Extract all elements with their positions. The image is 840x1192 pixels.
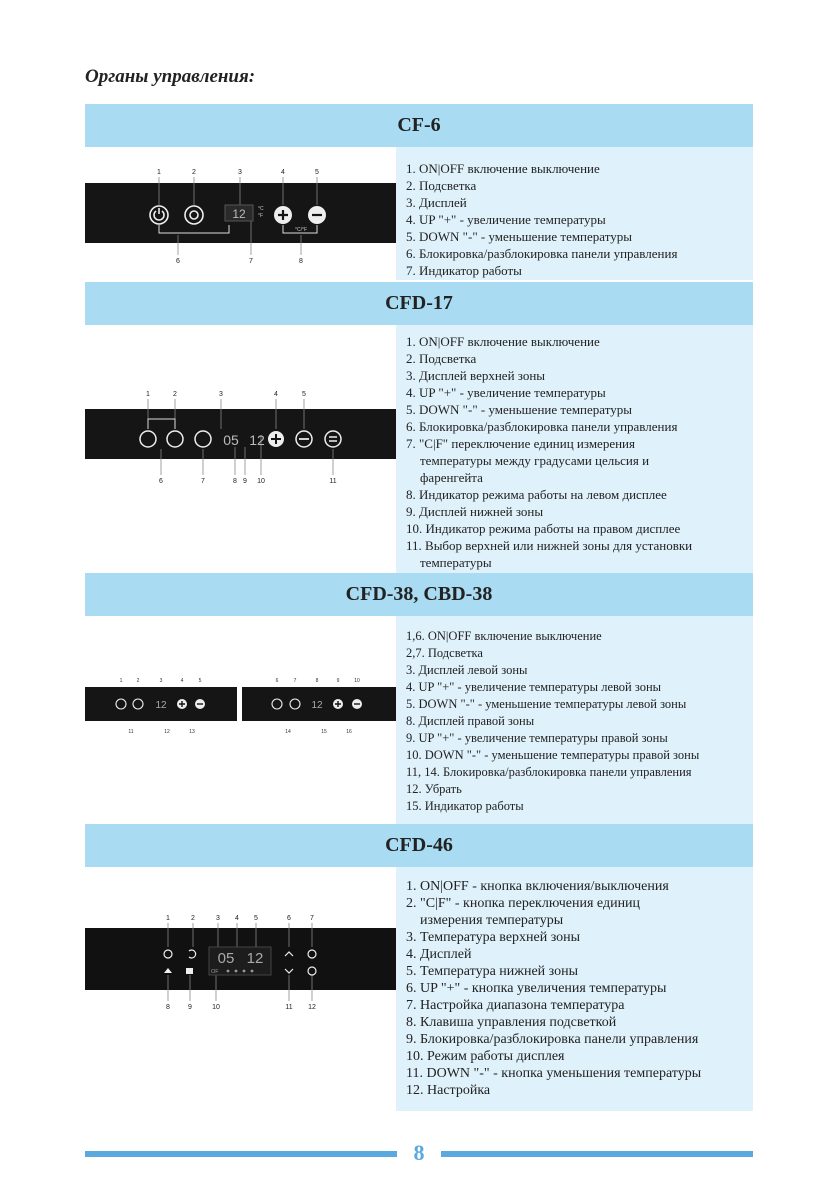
- cfd38-diagram: [85, 616, 396, 824]
- legend-item: 3. Дисплей верхней зоны: [406, 368, 546, 383]
- cfd38-legend: [396, 616, 753, 824]
- minus-icon: [352, 699, 362, 709]
- legend-item: 2. Подсветка: [406, 178, 477, 193]
- svg-text:9: 9: [243, 478, 247, 485]
- svg-text:8: 8: [315, 678, 319, 684]
- lock-icon: [186, 968, 193, 974]
- svg-text:4: 4: [281, 169, 285, 176]
- cfd38-display-right: 12: [311, 700, 323, 711]
- legend-item: 11. DOWN "-" - кнопка уменьшения температуры: [406, 1066, 702, 1081]
- cfd46-display-mode: OF: [211, 969, 219, 975]
- svg-text:4: 4: [235, 915, 239, 922]
- legend-item: температуры между градусами цельсия и: [420, 453, 650, 468]
- legend-item: 3. Температура верхней зоны: [406, 930, 581, 945]
- svg-text:11: 11: [128, 729, 134, 735]
- svg-text:°F: °F: [258, 213, 264, 219]
- legend-item: 8. Дисплей правой зоны: [406, 714, 535, 728]
- section-header-cf6: CF-6: [85, 104, 753, 147]
- svg-text:1: 1: [157, 169, 161, 176]
- svg-text:10: 10: [354, 678, 360, 684]
- svg-text:6: 6: [176, 258, 180, 265]
- cf6-diagram: [85, 147, 396, 280]
- svg-text:12: 12: [164, 729, 170, 735]
- page-title: Органы управления:: [85, 66, 256, 87]
- legend-item: 12. Убрать: [406, 782, 462, 796]
- legend-item: 10. DOWN "-" - уменьшение температуры правой зоны: [406, 748, 700, 762]
- footer-rule-right: [441, 1151, 753, 1157]
- cf6-panel-svg: [85, 147, 396, 280]
- legend-item: 9. Дисплей нижней зоны: [406, 504, 544, 519]
- cfd17-display-right: 12: [249, 432, 265, 448]
- cfd38-display-left: 12: [155, 700, 167, 711]
- cfd17-panel-svg: [85, 325, 396, 573]
- section-header-cfd46: CFD-46: [85, 824, 753, 867]
- svg-text:5: 5: [254, 915, 258, 922]
- svg-text:16: 16: [346, 729, 352, 735]
- plus-icon: [274, 206, 292, 224]
- legend-item: 1. ON|OFF включение выключение: [406, 161, 600, 176]
- section-header-cfd38: CFD-38, CBD-38: [85, 573, 753, 616]
- legend-item: температуры: [420, 555, 492, 570]
- svg-text:15: 15: [321, 729, 327, 735]
- legend-item: 15. Индикатор работы: [406, 799, 524, 813]
- svg-text:8: 8: [233, 478, 237, 485]
- svg-text:2: 2: [192, 169, 196, 176]
- legend-item: 6. UP "+" - кнопка увеличения температуры: [406, 981, 667, 996]
- svg-text:4: 4: [274, 391, 278, 398]
- svg-text:12: 12: [308, 1004, 316, 1011]
- svg-text:5: 5: [302, 391, 306, 398]
- svg-text:°C/°F: °C/°F: [294, 227, 308, 233]
- legend-item: 3. Дисплей: [406, 195, 467, 210]
- legend-item: 10. Режим работы дисплея: [406, 1049, 565, 1064]
- minus-icon: [308, 206, 326, 224]
- cfd38-panel-svg: [85, 616, 396, 824]
- svg-text:6: 6: [159, 478, 163, 485]
- plus-icon: [268, 431, 284, 447]
- legend-item: 5. DOWN "-" - уменьшение температуры: [406, 402, 632, 417]
- svg-text:4: 4: [180, 678, 184, 684]
- legend-item: 4. Дисплей: [406, 947, 472, 962]
- svg-text:9: 9: [336, 678, 340, 684]
- cfd46-diagram: [85, 867, 396, 1111]
- legend-item: 9. Блокировка/разблокировка панели управления: [406, 1032, 699, 1047]
- svg-text:7: 7: [293, 678, 297, 684]
- svg-text:2: 2: [136, 678, 140, 684]
- cfd46-display-lower: 12: [246, 950, 264, 967]
- svg-text:14: 14: [285, 729, 291, 735]
- svg-text:1: 1: [119, 678, 123, 684]
- svg-text:3: 3: [159, 678, 163, 684]
- svg-text:6: 6: [287, 915, 291, 922]
- svg-text:7: 7: [249, 258, 253, 265]
- section-header-cfd17: CFD-17: [85, 282, 753, 325]
- svg-text:13: 13: [189, 729, 195, 735]
- svg-text:9: 9: [188, 1004, 192, 1011]
- legend-item: 4. UP "+" - увеличение температуры левой зоны: [406, 680, 662, 694]
- svg-text:11: 11: [329, 478, 337, 485]
- minus-icon: [195, 699, 205, 709]
- svg-text:1: 1: [146, 391, 150, 398]
- svg-text:8: 8: [166, 1004, 170, 1011]
- legend-item: 9. UP "+" - увеличение температуры правой зоны: [406, 731, 668, 745]
- cfd17-diagram: [85, 325, 396, 573]
- legend-item: 10. Индикатор режима работы на правом дисплее: [406, 521, 681, 536]
- legend-item: 7. Настройка диапазона температура: [406, 998, 625, 1013]
- legend-item: 1,6. ON|OFF включение выключение: [406, 629, 602, 643]
- cf6-display-text: 12: [232, 207, 246, 221]
- legend-item: 5. DOWN "-" - уменьшение температуры левой зоны: [406, 697, 687, 711]
- legend-item: 4. UP "+" - увеличение температуры: [406, 212, 606, 227]
- plus-icon: [333, 699, 343, 709]
- svg-text:1: 1: [166, 915, 170, 922]
- legend-item: 8. Клавиша управления подсветкой: [406, 1015, 617, 1030]
- legend-item: 2,7. Подсветка: [406, 646, 483, 660]
- svg-text:5: 5: [198, 678, 202, 684]
- cfd17-legend: [396, 325, 753, 573]
- cfd46-panel-svg: [85, 867, 396, 1111]
- legend-item: 11. Выбор верхней или нижней зоны для установки: [406, 538, 693, 553]
- svg-text:°C: °C: [258, 206, 264, 212]
- svg-text:6: 6: [275, 678, 279, 684]
- svg-text:10: 10: [257, 478, 265, 485]
- svg-text:7: 7: [310, 915, 314, 922]
- legend-item: 2. "C|F" - кнопка переключения единиц: [406, 896, 641, 911]
- legend-item: измерения температуры: [420, 913, 564, 928]
- legend-item: 1. ON|OFF включение выключение: [406, 334, 600, 349]
- footer-rule-left: [85, 1151, 397, 1157]
- page-number: 8: [413, 1140, 425, 1165]
- legend-item: 7. Индикатор работы: [406, 263, 522, 278]
- svg-text:3: 3: [216, 915, 220, 922]
- cfd17-display-left: 05: [223, 432, 239, 448]
- svg-text:10: 10: [212, 1004, 220, 1011]
- legend-item: 6. Блокировка/разблокировка панели управления: [406, 246, 678, 261]
- svg-text:8: 8: [299, 258, 303, 265]
- legend-item: 12. Настройка: [406, 1083, 491, 1098]
- cfd46-legend: [396, 867, 753, 1111]
- svg-text:5: 5: [315, 169, 319, 176]
- legend-item: 7. "C|F" переключение единиц измерения: [406, 436, 635, 451]
- legend-item: 5. DOWN "-" - уменьшение температуры: [406, 229, 632, 244]
- svg-text:2: 2: [191, 915, 195, 922]
- legend-item: 11, 14. Блокировка/разблокировка панели управления: [406, 765, 692, 779]
- legend-item: 6. Блокировка/разблокировка панели управления: [406, 419, 678, 434]
- legend-item: 3. Дисплей левой зоны: [406, 663, 528, 677]
- legend-item: 2. Подсветка: [406, 351, 477, 366]
- legend-item: 5. Температура нижней зоны: [406, 964, 578, 979]
- legend-item: 1. ON|OFF - кнопка включения/выключения: [406, 879, 669, 894]
- cfd46-display-upper: 05: [217, 950, 235, 967]
- legend-item: 4. UP "+" - увеличение температуры: [406, 385, 606, 400]
- legend-item: 8. Индикатор режима работы на левом дисплее: [406, 487, 667, 502]
- svg-text:3: 3: [238, 169, 242, 176]
- svg-text:7: 7: [201, 478, 205, 485]
- cf6-legend: [396, 147, 753, 280]
- legend-item: фаренгейта: [420, 470, 483, 485]
- svg-text:11: 11: [285, 1004, 293, 1011]
- plus-icon: [177, 699, 187, 709]
- svg-text:3: 3: [219, 391, 223, 398]
- svg-text:2: 2: [173, 391, 177, 398]
